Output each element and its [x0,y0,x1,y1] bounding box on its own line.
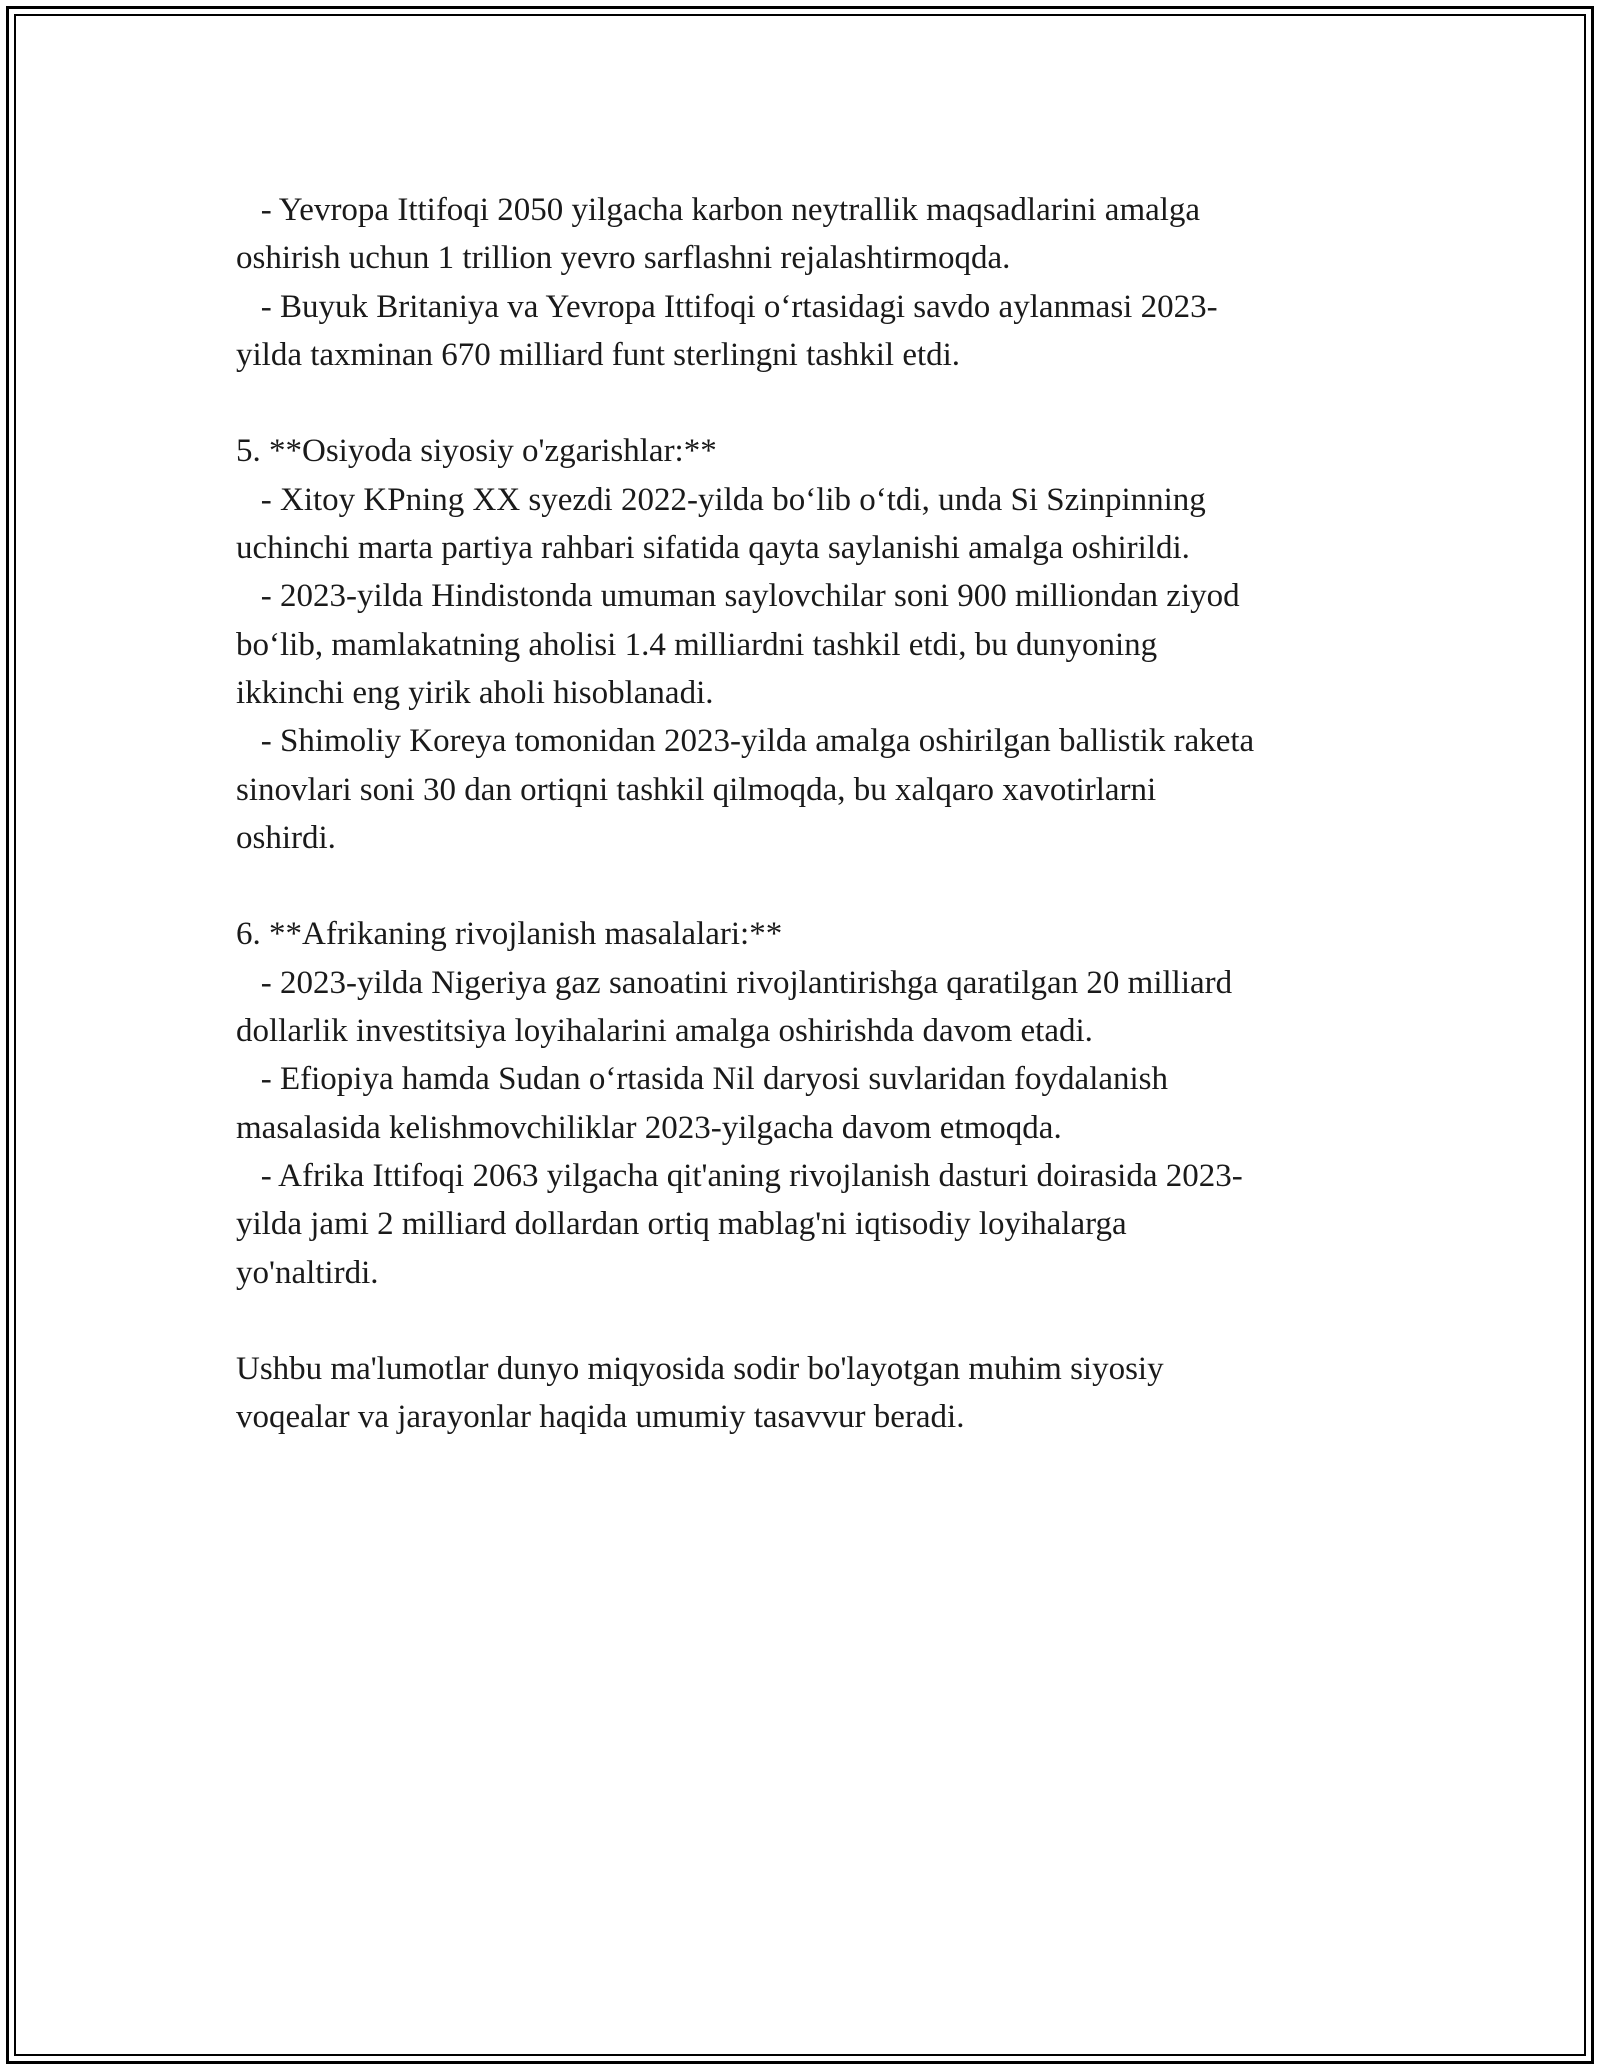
text-line: - Yevropa Ittifoqi 2050 yilgacha karbon neytrallik maqsadlarini amalga [236,192,1201,228]
paragraph-gap [236,379,1386,427]
text-line: bo‘lib, mamlakatning aholisi 1.4 milliardni tashkil etdi, bu dunyoning [236,626,1158,663]
bullet-item [236,186,1386,283]
text-line: yo'naltirdi. [236,1254,379,1291]
text-line: - Efiopiya hamda Sudan o‘rtasida Nil daryosi suvlaridan foydalanish [236,1061,1169,1098]
text-line: yilda jami 2 milliard dollardan ortiq mablag'ni iqtisodiy loyihalarga [236,1206,1127,1243]
conclusion-paragraph [236,1345,1386,1442]
paragraph-gap [236,862,1386,910]
section-heading: 6. **Afrikaning rivojlanish masalalari:** [236,916,783,953]
text-line: sinovlari soni 30 dan ortiqni tashkil qilmoqda, bu xalqaro xavotirlarni [236,771,1157,808]
section-heading: 5. **Osiyoda siyosiy o'zgarishlar:** [236,433,717,470]
text-line: Ushbu ma'lumotlar dunyo miqyosida sodir bo'layotgan muhim siyosiy [236,1351,1164,1388]
text-line: oshirdi. [236,819,336,856]
text-line: - 2023-yilda Nigeriya gaz sanoatini rivojlantirishga qaratilgan 20 milliard [236,964,1233,1001]
bullet-item [236,1152,1386,1297]
document-body [236,186,1386,1442]
text-line: voqealar va jarayonlar haqida umumiy tasavvur beradi. [236,1399,965,1436]
text-line: - Shimoliy Koreya tomonidan 2023-yilda amalga oshirilgan ballistik raketa [236,723,1255,760]
bullet-item [236,1055,1386,1152]
bullet-item [236,476,1386,573]
text-line: - Buyuk Britaniya va Yevropa Ittifoqi o‘rtasidagi savdo aylanmasi 2023- [236,288,1218,325]
text-line: - Xitoy KPning XX syezdi 2022-yilda bo‘lib o‘tdi, unda Si Szinpinning [236,481,1206,518]
text-line: yilda taxminan 670 milliard funt sterlingni tashkil etdi. [236,336,961,373]
text-line: ikkinchi eng yirik aholi hisoblanadi. [236,674,714,711]
bullet-item [236,959,1386,1056]
text-line: masalasida kelishmovchiliklar 2023-yilgacha davom etmoqda. [236,1109,1062,1146]
bullet-item [236,572,1386,717]
text-line: - 2023-yilda Hindistonda umuman saylovchilar soni 900 milliondan ziyod [236,578,1240,615]
bullet-item [236,283,1386,380]
paragraph-gap [236,1297,1386,1345]
text-line: uchinchi marta partiya rahbari sifatida qayta saylanishi amalga oshirildi. [236,530,1190,567]
text-line: oshirish uchun 1 trillion yevro sarflashni rejalashtirmoqda. [236,240,1011,277]
text-line: dollarlik investitsiya loyihalarini amalga oshirishda davom etadi. [236,1013,1093,1050]
bullet-item [236,717,1386,862]
text-line: - Afrika Ittifoqi 2063 yilgacha qit'aning rivojlanish dasturi doirasida 2023- [236,1157,1243,1194]
